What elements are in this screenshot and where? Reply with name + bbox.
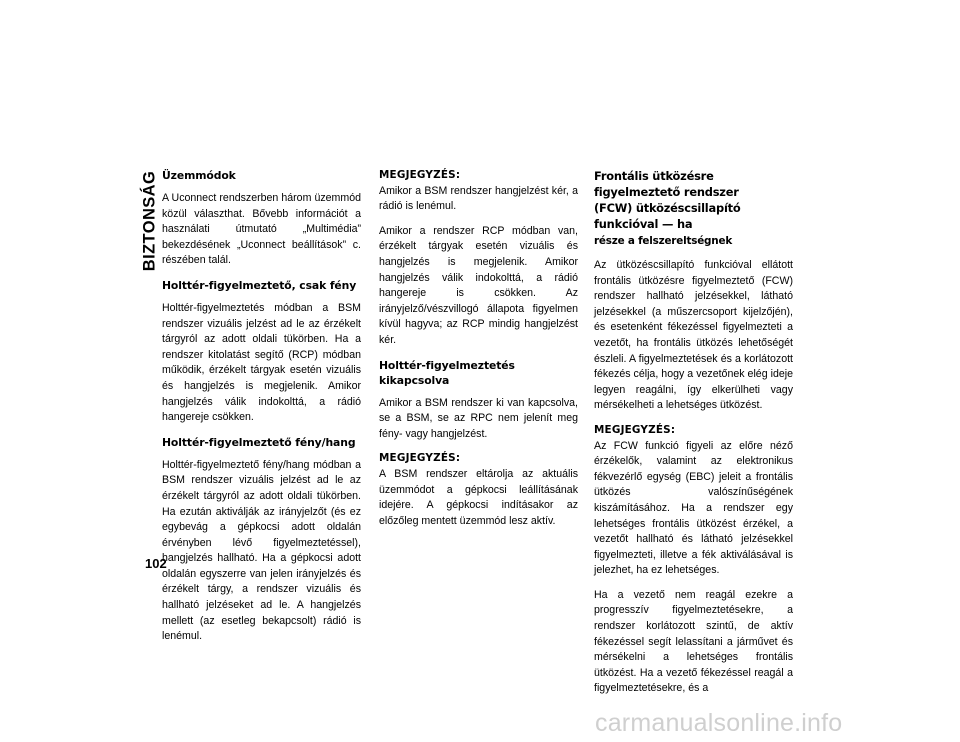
column-right [594,168,793,706]
watermark: carmanualsonline.info [595,709,843,737]
heading-modes: Üzemmódok [162,169,236,182]
heading-fcw-line1: Frontális ütközésre figyelmeztető rendszer [594,169,739,199]
paragraph-fcw: Az ütközéscsillapító funkcióval ellátott frontális ütközésre figyelmeztető (FCW) rendszer hallható jelzésekkel, látható jelzésekkel (a műszercsoport kijelzőjén), és esetenként fékezéssel figyelmezteti a vezetőt, ha frontális ütközés lehetőségét észleli. A figyelmeztetések és a korlátozott fékezés célja, hogy a vezetőnek elég ideje legyen reagálni, így elkerülheti vagy mérsékelheti a lehetséges ütközést. [594,259,793,412]
note-fcw-text: Az FCW funkció figyeli az előre néző érzékelők, valamint az elektronikus fékvezérlő egység (EBC) jeleit a frontális ütközés valószínűségének kiszámításához. Ha a rendszer egy lehetséges frontális ütközést érzékel, a vezetőt hallható és látható jelzésekkel figyelmezteti, illetve a fék aktiválásával is jelezhet, ha ez lehetséges. [594,439,793,577]
note-fcw-label: MEGJEGYZÉS: [594,423,676,436]
heading-fcw-line2: (FCW) ütközéscsillapító funkcióval — ha [594,201,741,231]
paragraph-modes: A Uconnect rendszerben három üzemmód közül választhat. Bővebb információt a használati útmutató „Multimédia” bekezdésének „Uconnect beállítások” c. részében talál. [162,192,361,267]
note-1 [379,168,578,215]
paragraph-light-only: Holttér-figyelmeztetés módban a BSM rendszer vizuális jelzést ad le az érzékelt tárgyról az adott oldali tükörben. Ha a rendszer kitolatást segítő (RCP) módban működik, érzékelt tárgyak esetén vizuális és hangjelzés is megjelenik. Amikor hangjelzés válik indokolttá, a rádió hangereje csökken. [162,301,361,424]
note-2 [379,451,578,529]
heading-light-only: Holttér-figyelmeztető, csak fény [162,278,357,292]
page-number: 102 [145,556,167,571]
note-2-label: MEGJEGYZÉS: [379,452,461,465]
paragraph-light-sound: Holttér-figyelmeztető fény/hang módban a BSM rendszer vizuális jelzést ad le az érzékelt tárgyról az adott oldali tükörben. Ha ezután aktiválják az irányjelzőt (és ez egybevág a gépkocsi adott oldalán érvényben lévő figyelmeztetéssel), hangjelzés hallható. Ha a gépkocsi adott oldalán egyszerre van jelen irányjelzés és érzékelt tárgy, a rendszer vizuális és hallható jelzéseket ad le. A hangjelzés mellett (az esetleg bekapcsolt) rádió is lenémul. [162,458,361,643]
note-1-label: MEGJEGYZÉS: [379,169,461,181]
note-fcw [594,423,793,579]
heading-fcw [594,168,793,249]
column-middle [379,168,578,538]
note-1-text: Amikor a BSM rendszer hangjelzést kér, a rádió is lenémul. [379,184,578,213]
paragraph-rcp: Amikor a rendszer RCP módban van, érzékelt tárgyak esetén vizuális és hangjelzés is megjelenik. Amikor hangjelzés válik indokolttá, a rádió hangereje is csökken. Az irányjelző/vészvillogó állapota figyelmen kívül hagyva; az RCP mindig hangjelzést kér. [379,224,578,346]
heading-light-sound: Holttér-figyelmeztető fény/hang [162,435,356,449]
section-tab [139,162,161,280]
paragraph-bsm-off: Amikor a BSM rendszer ki van kapcsolva, se a BSM, se az RPC nem jelenít meg fény- vagy hangjelzést. [379,396,578,440]
paragraph-react: Ha a vezető nem reagál ezekre a progresszív figyelmeztetésekre, a rendszer korlátozott szintű, de aktív fékezéssel segít lelassítani a járművet és mérsékelni a lehetséges frontális ütközést. Ha a vezető fékezéssel reagál a figyelmeztetésekre, és a [594,588,793,695]
column-left [162,168,361,654]
note-2-text: A BSM rendszer eltárolja az aktuális üzemmódot a gépkocsi leállításának idejére. A gépkocsi indításakor az előzőleg mentett üzemmód lesz aktív. [379,467,578,527]
section-tab-label: BIZTONSÁG [140,170,159,272]
heading-fcw-line3: része a felszereltségnek [594,235,733,247]
heading-bsm-off: Holttér-figyelmeztetés kikapcsolva [379,358,515,387]
